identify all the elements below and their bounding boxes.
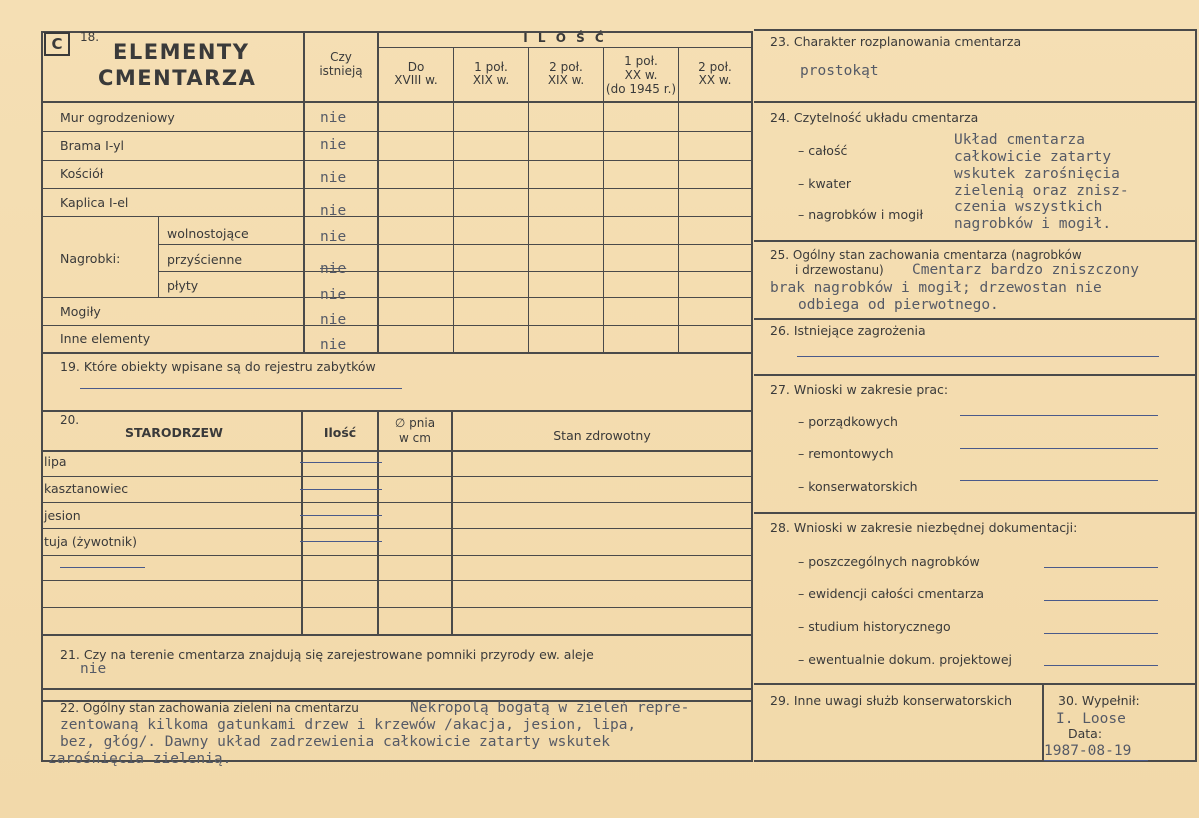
row-label-chapel: Kaplica I-el xyxy=(60,195,129,210)
section-24-text-3: wskutek zarośnięcia xyxy=(954,166,1120,182)
section-30-date-label: Data: xyxy=(1068,726,1103,741)
section-24-text-5: czenia wszystkich xyxy=(954,199,1103,215)
value-church: nie xyxy=(320,170,347,186)
count-underline-4 xyxy=(300,541,382,542)
section-19-underline xyxy=(80,388,402,389)
section-26-underline xyxy=(797,356,1159,357)
section-27-underline-2 xyxy=(960,448,1158,449)
row-label-gate: Brama I-yl xyxy=(60,138,125,153)
row-label-wall-mounted: przyścienne xyxy=(167,252,243,267)
section-19-label: 19. Które obiekty wpisane są do rejestru zabytków xyxy=(60,359,376,374)
col-exists-header-l2: istnieją xyxy=(319,64,363,78)
section-25-line1: Cmentarz bardzo zniszczony xyxy=(912,262,1139,278)
section-22-label: 22. Ogólny stan zachowania zieleni na cmentarzu xyxy=(60,701,359,715)
section-27-label: 27. Wnioski w zakresie prac: xyxy=(770,382,949,397)
section-26-label: 26. Istniejące zagrożenia xyxy=(770,323,926,338)
value-other: nie xyxy=(320,337,347,353)
section-20-number: 20. xyxy=(60,413,80,427)
tree-lime: lipa xyxy=(44,454,67,469)
value-freestanding: nie xyxy=(320,229,347,245)
section-28-item-tombstones: – poszczególnych nagrobków xyxy=(798,554,980,569)
section-28-underline-1 xyxy=(1044,567,1158,568)
section-23-value: prostokąt xyxy=(800,63,879,79)
section-18-number: 18. xyxy=(80,30,100,44)
col-diam-header-l1: ∅ pnia xyxy=(394,416,436,430)
row-label-wall: Mur ogrodzeniowy xyxy=(60,110,175,125)
row-label-freestanding: wolnostojące xyxy=(167,226,249,241)
record-card: C 18. ELEMENTY CMENTARZA Czy istnieją I L O Ś Ć Do XVIII w. 1 poł. XIX w. 2 poł. XIX w. 1 poł. XX w. (do 1945 r.) 2 poł. XX w. Mur ogrodzeniowy Brama I-yl Kościół Kaplica I-el Nagrobki: wolnostojące przyścienne płyty Mogiły Inne elementy nie nie nie nie nie nie nie nie nie 19. Które obiekty wpisane są do rejestru zabytków 20. STARODRZEW Ilość ∅ pnia w cm Stan zdrowotny lipa kasztanowiec jesion tuja (żywotnik) 21. Czy na terenie cmentarza znajdują się zarejestrowane pomniki przyrody ew. aleje nie 22. Ogólny stan zachowania zieleni na cmentarzu Nekropolą bogatą w zieleń repre- zentowaną kilkoma gatunkami drzew i krzewów /akacja, jesion, lipa, bez, głóg/. Dawny układ zadrzewienia całkowicie zatarty wskutek zarośnięcia zielenią. 23. Charakter rozplanowania cmentarza prostokąt 24. Czytelność układu cmentarza – całość – kwater – nagrobków i mogił Układ cmentarza całkowicie zatarty wskutek zarośnięcia zielenią oraz znisz- czenia wszystkich nagrobków i mogił. 25. Ogólny stan zachowania cmentarza (nagrobków i drzewostanu) Cmentarz bardzo zniszczony brak nagrobków i mogił; drzewostan nie odbiega od pierwotnego. 26. Istniejące zagrożenia 27. Wnioski w zakresie prac: – porządkowych – remontowych – konserwatorskich 28. Wnioski w zakresie niezbędnej dokumentacji: – poszczególnych nagrobków – ewidencji całości cmentarza – studium historycznego – ewentualnie dokum. projektowej 29. Inne uwagi służb konserwatorskich 30. Wypełnił: I. Loose Data: 1987-08-19 xyxy=(0,0,1199,818)
section-28-item-design: – ewentualnie dokum. projektowej xyxy=(798,652,1013,667)
section-25-label-l1: 25. Ogólny stan zachowania cmentarza (nagrobków xyxy=(770,248,1082,262)
col-diam-header-l2: w cm xyxy=(399,431,431,445)
section-22-line1: Nekropolą bogatą w zieleń repre- xyxy=(410,700,690,716)
ilosc-header: I L O Ś Ć xyxy=(523,31,607,45)
section-24-item-graves: – nagrobków i mogił xyxy=(798,207,924,222)
tree-thuja: tuja (żywotnik) xyxy=(44,534,138,549)
section-24-text-6: nagrobków i mogił. xyxy=(954,216,1112,232)
section-30-label: 30. Wypełnił: xyxy=(1058,693,1140,708)
section-25-line2: brak nagrobków i mogił; drzewostan nie xyxy=(770,280,1102,296)
section-28-label: 28. Wnioski w zakresie niezbędnej dokumentacji: xyxy=(770,520,1078,535)
count-underline-3 xyxy=(300,515,382,516)
row-label-tombstones: Nagrobki: xyxy=(60,251,121,266)
section-21-value: nie xyxy=(80,661,107,677)
value-chapel: nie xyxy=(320,203,347,219)
tree-chestnut: kasztanowiec xyxy=(44,481,129,496)
section-23-label: 23. Charakter rozplanowania cmentarza xyxy=(770,34,1022,49)
col-exists-header-l1: Czy xyxy=(330,50,352,64)
section-18-title-line1: ELEMENTY xyxy=(113,40,250,64)
row-label-other: Inne elementy xyxy=(60,331,151,346)
section-21-label: 21. Czy na terenie cmentarza znajdują się zarejestrowane pomniki przyrody ew. aleje xyxy=(60,647,594,662)
section-24-item-quarters: – kwater xyxy=(798,176,852,191)
section-28-underline-3 xyxy=(1044,633,1158,634)
section-27-item-cleanup: – porządkowych xyxy=(798,414,898,429)
section-30-name: I. Loose xyxy=(1056,711,1126,727)
section-22-line4: zarośnięcia zielenią. xyxy=(48,751,232,767)
card-letter-box: C xyxy=(44,32,70,56)
value-graves: nie xyxy=(320,312,347,328)
value-wall: nie xyxy=(320,110,347,126)
section-29-label: 29. Inne uwagi służb konserwatorskich xyxy=(770,693,1012,708)
row-label-church: Kościół xyxy=(60,166,104,181)
tree-extra-underline xyxy=(60,567,145,568)
section-22-line2: zentowaną kilkoma gatunkami drzew i krzewów /akacja, jesion, lipa, xyxy=(60,717,637,733)
section-24-text-1: Układ cmentarza xyxy=(954,132,1085,148)
row-label-slabs: płyty xyxy=(167,278,199,293)
count-underline-2 xyxy=(300,489,382,490)
tree-ash: jesion xyxy=(44,508,81,523)
section-25-line3: odbiega od pierwotnego. xyxy=(798,297,999,313)
section-24-item-whole: – całość xyxy=(798,143,848,158)
section-27-underline-1 xyxy=(960,415,1158,416)
section-24-label: 24. Czytelność układu cmentarza xyxy=(770,110,979,125)
value-wall-mounted: nie xyxy=(320,261,347,277)
section-28-item-study: – studium historycznego xyxy=(798,619,951,634)
section-18-title-line2: CMENTARZA xyxy=(98,66,257,90)
section-27-underline-3 xyxy=(960,480,1158,481)
section-24-text-4: zielenią oraz znisz- xyxy=(954,183,1129,199)
section-24-text-2: całkowicie zatarty xyxy=(954,149,1112,165)
section-27-item-conservation: – konserwatorskich xyxy=(798,479,918,494)
value-gate: nie xyxy=(320,137,347,153)
section-22-line3: bez, głóg/. Dawny układ zadrzewienia całkowicie zatarty wskutek xyxy=(60,734,610,750)
section-30-date-underline xyxy=(1044,760,1148,761)
section-28-item-records: – ewidencji całości cmentarza xyxy=(798,586,985,601)
section-20-title: STARODRZEW xyxy=(125,425,223,440)
col-count-header: Ilość xyxy=(323,425,357,440)
row-label-graves: Mogiły xyxy=(60,304,101,319)
section-30-date: 1987-08-19 xyxy=(1044,743,1132,759)
section-27-item-repair: – remontowych xyxy=(798,446,894,461)
section-28-underline-2 xyxy=(1044,600,1158,601)
count-underline-1 xyxy=(300,462,382,463)
col-health-header: Stan zdrowotny xyxy=(553,428,651,443)
value-slabs: nie xyxy=(320,287,347,303)
section-28-underline-4 xyxy=(1044,665,1158,666)
section-25-label-l2: i drzewostanu) xyxy=(795,263,884,277)
